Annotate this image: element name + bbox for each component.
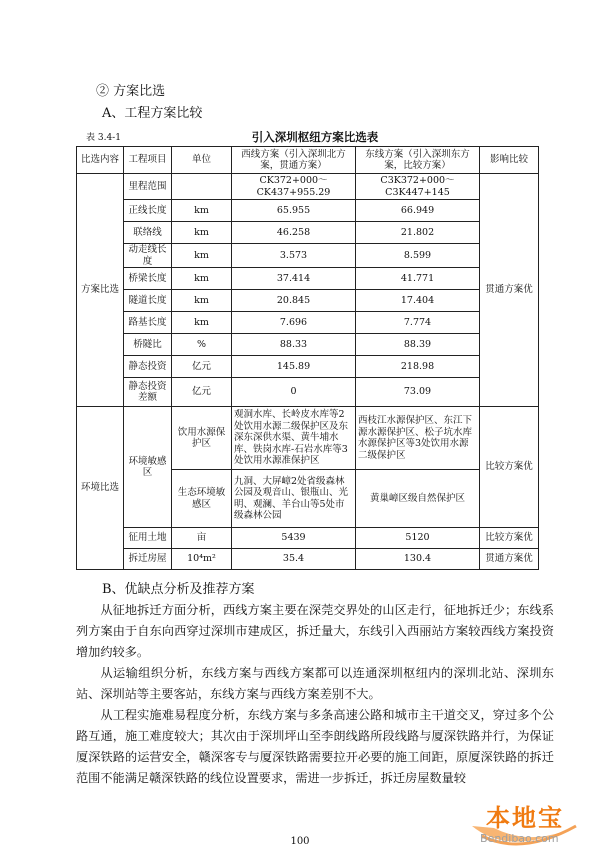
analysis-body [76,600,554,789]
row-east: 218.98 [356,356,480,378]
row-item: 静态投资 [124,356,172,378]
table-number: 表 3.4-1 [86,133,121,143]
table-row [77,312,539,334]
watermark-brand: 本地宝 [486,804,564,832]
env-category: 环境敏感区 [124,407,172,528]
demolish-unit: 10⁴m² [172,549,232,570]
row-west: 46.258 [232,222,356,244]
subheading-comparison: A、工程方案比较 [102,106,203,121]
row-unit: km [172,222,232,244]
row-west: 20.845 [232,290,356,312]
land-item: 征用土地 [124,528,172,549]
land-east: 5120 [356,528,480,549]
land-unit: 亩 [172,528,232,549]
row-west: CK372+000～CK437+955.29 [232,174,356,200]
header-east: 东线方案（引入深圳东方案，比较方案） [356,147,480,174]
row-east: 7.774 [356,312,480,334]
row-west: 88.33 [232,334,356,356]
analysis-paragraph-land: 从征地拆迁方面分析，西线方案主要在深莞交界处的山区走行，征地拆迁少；东线系列方案由于自东向西穿过深圳市建成区，拆迁量大，东线引入西丽站方案较西线方案投资增加约较多。 [76,603,554,659]
table-row [77,244,539,268]
row-west: 3.573 [232,244,356,268]
row-east: 66.949 [356,200,480,222]
row-east: 88.39 [356,334,480,356]
row-item: 静态投资差额 [124,378,172,407]
watermark [466,796,598,854]
table-row-land [77,528,539,549]
row-unit: km [172,200,232,222]
table-row [77,378,539,407]
analysis-paragraph-construction: 从工程实施难易程度分析，东线方案与多条高速公路和城市主干道交叉，穿过多个公路互通，施工难度较大；其次由于深圳坪山至李朗线路所段线路与厦深铁路并行，为保证厦深铁路的运营安全，赣深客专与厦深铁路需要拉开必要的施工间距，原厦深铁路的拆迁范围不能满足赣深铁路的线位设置要求，需进一步拆迁，拆迁房屋数量较 [76,708,554,785]
table-row-env-water [77,407,539,470]
section-heading: ② 方案比选 [96,84,166,99]
row-west: 37.414 [232,268,356,290]
row-item: 路基长度 [124,312,172,334]
row-east: 41.771 [356,268,480,290]
row-east: 21.802 [356,222,480,244]
table-row-demolish [77,549,539,570]
row-west: 7.696 [232,312,356,334]
row-unit: km [172,290,232,312]
header-west: 西线方案（引入深圳北方案，贯通方案） [232,147,356,174]
row-unit: km [172,312,232,334]
land-result: 比较方案优 [480,528,539,549]
env-water-label: 饮用水源保护区 [172,407,232,470]
table-row [77,334,539,356]
row-unit: % [172,334,232,356]
table-row [77,222,539,244]
row-item: 联络线 [124,222,172,244]
row-east: C3K372+000～C3K447+145 [356,174,480,200]
group-scheme: 方案比选 [77,174,124,407]
demolish-east: 130.4 [356,549,480,570]
table-row [77,290,539,312]
row-east: 73.09 [356,378,480,407]
group-environment: 环境比选 [77,407,124,570]
row-unit: 亿元 [172,378,232,407]
row-item: 隧道长度 [124,290,172,312]
row-item: 桥梁长度 [124,268,172,290]
demolish-item: 拆迁房屋 [124,549,172,570]
table-header-row [77,147,539,174]
env-eco-west: 九洞、大屏嶂2处省级森林公园及观音山、银瓶山、光明、观澜、羊台山等5处市级森林公园 [232,470,356,528]
table-row [77,200,539,222]
header-category: 比选内容 [77,147,124,174]
demolish-west: 35.4 [232,549,356,570]
table-row [77,268,539,290]
header-item: 工程项目 [124,147,172,174]
row-item: 里程范围 [124,174,172,200]
env-eco-east: 黄巢嶂区级自然保护区 [356,470,480,528]
row-west: 145.89 [232,356,356,378]
table-row [77,356,539,378]
row-item: 正线长度 [124,200,172,222]
row-unit: km [172,268,232,290]
row-unit: km [172,244,232,268]
row-east: 8.599 [356,244,480,268]
group-scheme-result: 贯通方案优 [480,174,539,407]
row-unit: 亿元 [172,356,232,378]
watermark-url: Bendibao.com [480,832,559,845]
table-title: 引入深圳枢纽方案比选表 [251,130,379,144]
env-water-west: 观洞水库、长岭皮水库等2处饮用水源二级保护区及东深东深供水渠、黄牛埔水库、铁岗水库-石岩水库等3处饮用水源准保护区 [232,407,356,470]
header-result: 影响比较 [480,147,539,174]
env-eco-label: 生态环境敏感区 [172,470,232,528]
table-row [77,174,539,200]
env-water-east: 西枝江水源保护区、东江下源水源保护区、松子坑水库水源保护区等3处饮用水源二级保护区 [356,407,480,470]
row-item: 桥隧比 [124,334,172,356]
demolish-result: 贯通方案优 [480,549,539,570]
land-west: 5439 [232,528,356,549]
subheading-analysis: B、优缺点分析及推荐方案 [102,582,255,597]
row-item: 动走线长度 [124,244,172,268]
page-number: 100 [290,836,310,847]
header-unit: 单位 [172,147,232,174]
row-east: 17.404 [356,290,480,312]
row-unit [172,174,232,200]
comparison-table [76,146,539,570]
analysis-paragraph-transport: 从运输组织分析，东线方案与西线方案都可以连通深圳枢纽内的深圳北站、深圳东站、深圳站等主要客站，东线方案与西线方案差别不大。 [76,666,554,701]
row-west: 65.955 [232,200,356,222]
row-west: 0 [232,378,356,407]
env-result: 比较方案优 [480,407,539,528]
